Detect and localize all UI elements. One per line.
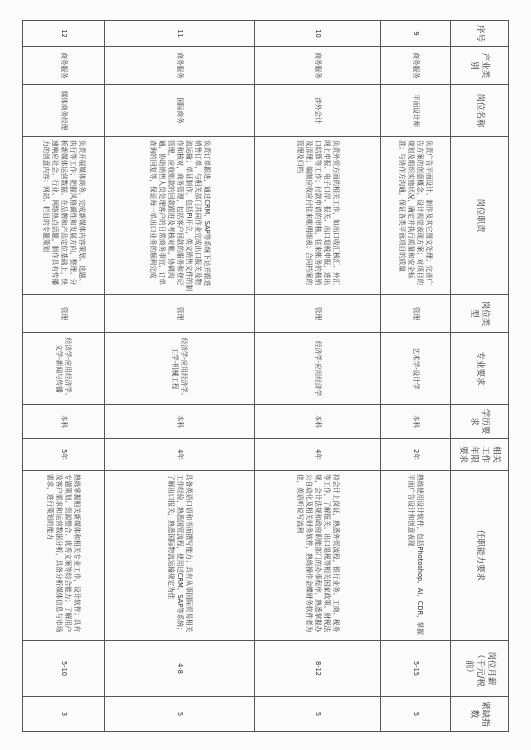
cell-position: 国际商务 bbox=[105, 85, 255, 137]
cell-skill: 熟练掌握相关新媒体和相关专业工作，设计软件；具有专题策划、资源整合、优秀文案等综合能力；了解用户及客户需求和运营数据分析，具备分析媒体信息与市场需求，进行策划的能力 bbox=[23, 471, 105, 641]
cell-major: 艺术学-设计学 bbox=[381, 333, 451, 405]
table-row bbox=[23, 21, 105, 732]
cell-industry: 商务服务 bbox=[255, 47, 381, 85]
cell-duty: 负责订单跟进，通过CRM、SAP等系统下达并跟进销售订单，与相关部门共同作业完成出口报关及物流运输；单证制作，包括PI开立，英文销售文件的制作和核对，商务管理，包括客户回款的服务和登记管理，应收账款的回款跟进及考核对帐，协调沟通，协助销售人员处理客户的日常商务事宜，订单查询的回复等，保证每一单出口业务的顺利完成 bbox=[105, 137, 255, 295]
cell-duty: 负责广告平面设计、制作及其它图文处理；完善广告方案的创意概念，设计视觉表现方案；对项目的规划及组织实施状况，确定并执行质量和安全标准；与协作方沟通，保证各类平面项目的质量 bbox=[381, 137, 451, 295]
cell-salary: 4-8 bbox=[105, 641, 255, 697]
header-skill: 任职能力要求 bbox=[451, 471, 509, 641]
table-row bbox=[105, 21, 255, 732]
header-duty: 岗位职责 bbox=[451, 137, 509, 295]
header-edu: 学历要求 bbox=[451, 405, 509, 439]
header-position: 岗位名称 bbox=[451, 85, 509, 137]
cell-type: 管理 bbox=[381, 295, 451, 333]
header-scarcity: 紧缺指数 bbox=[451, 697, 509, 732]
cell-edu: 本科 bbox=[381, 405, 451, 439]
cell-industry: 商务服务 bbox=[105, 47, 255, 85]
cell-industry: 商务服务 bbox=[381, 47, 451, 85]
table-header-row bbox=[451, 21, 509, 732]
cell-no: 11 bbox=[105, 21, 255, 47]
header-type: 岗位类型 bbox=[451, 295, 509, 333]
cell-salary: 5-10 bbox=[23, 641, 105, 697]
cell-position: 平面设计师 bbox=[381, 85, 451, 137]
job-requirements-table bbox=[22, 20, 509, 732]
cell-position: 媒体商务经理 bbox=[23, 85, 105, 137]
cell-exp: 4年 bbox=[105, 439, 255, 471]
cell-salary: 8-12 bbox=[255, 641, 381, 697]
cell-scarcity: 5 bbox=[381, 697, 451, 732]
table-row bbox=[255, 21, 381, 732]
cell-exp: 5年 bbox=[23, 439, 105, 471]
cell-edu: 本科 bbox=[105, 405, 255, 439]
cell-exp: 2年 bbox=[381, 439, 451, 471]
cell-duty: 负责开展媒体商务，完成新媒体内容策划、选题、执行等工作；把握风格调性和发展方向，整理、分析新媒体运营数据、在品牌和产品定位基础上，快速响应社会、行业、网络热点话题，制作具有传播力的创意内容：网站、栏目的专题策划 bbox=[23, 137, 105, 295]
cell-type: 管理 bbox=[105, 295, 255, 333]
cell-no: 9 bbox=[381, 21, 451, 47]
cell-position: 涉外会计 bbox=[255, 85, 381, 137]
cell-edu: 本科 bbox=[23, 405, 105, 439]
cell-industry: 商务服务 bbox=[23, 47, 105, 85]
header-no: 序号 bbox=[451, 21, 509, 47]
cell-no: 12 bbox=[23, 21, 105, 47]
cell-exp: 4年 bbox=[255, 439, 381, 471]
cell-major: 经济学-应用经济学、工学-机械工程 bbox=[105, 333, 255, 405]
header-salary: 岗位月薪（千元/税前） bbox=[451, 641, 509, 697]
cell-skill: 持会计上岗证，熟悉外贸流程，银行业务、工商、税务等工作，了解报关、出口退税等相关国家政策、财税法规，会计法规和政府职能部门的办事程序，熟悉掌握办公自动化及相关财务软件，熟练操作金蝶财务软件者为佳，英语听说写流利 bbox=[255, 471, 381, 641]
cell-scarcity: 5 bbox=[105, 697, 255, 732]
cell-skill: 具备英语口语和书面撰写能力；具有从事国际贸易相关工作经验，熟悉国贸流程，使用过CRM、SAP等系统；了解出口报关，熟悉国际物流运输规定为佳 bbox=[105, 471, 255, 641]
header-major: 专业要求 bbox=[451, 333, 509, 405]
header-industry: 产业类别 bbox=[451, 47, 509, 85]
cell-major: 经济学-应用经济学、文学-新闻与传播 bbox=[23, 333, 105, 405]
cell-duty: 负责外贸方面的相关工作，如出口收汇核汇、外汇网上申报、电子口岸、报关、出口退税申报，进出口结算等工作；付款申请的审核，往来帐务的核销及清理；编制应收应付往来帐明细表；合同档案的管理及归档 bbox=[255, 137, 381, 295]
cell-type: 管理 bbox=[23, 295, 105, 333]
cell-no: 10 bbox=[255, 21, 381, 47]
cell-scarcity: 3 bbox=[23, 697, 105, 732]
cell-salary: 5-15 bbox=[381, 641, 451, 697]
cell-type: 管理 bbox=[255, 295, 381, 333]
cell-major: 经济学-应用经济学 bbox=[255, 333, 381, 405]
header-exp: 相关工作年限要求 bbox=[451, 439, 509, 471]
table-row bbox=[381, 21, 451, 732]
cell-edu: 本科 bbox=[255, 405, 381, 439]
cell-scarcity: 5 bbox=[255, 697, 381, 732]
cell-skill: 熟练使用设计软件，包括Photoshop、AI、CDR，掌握平面广告设计和创意表现 bbox=[381, 471, 451, 641]
